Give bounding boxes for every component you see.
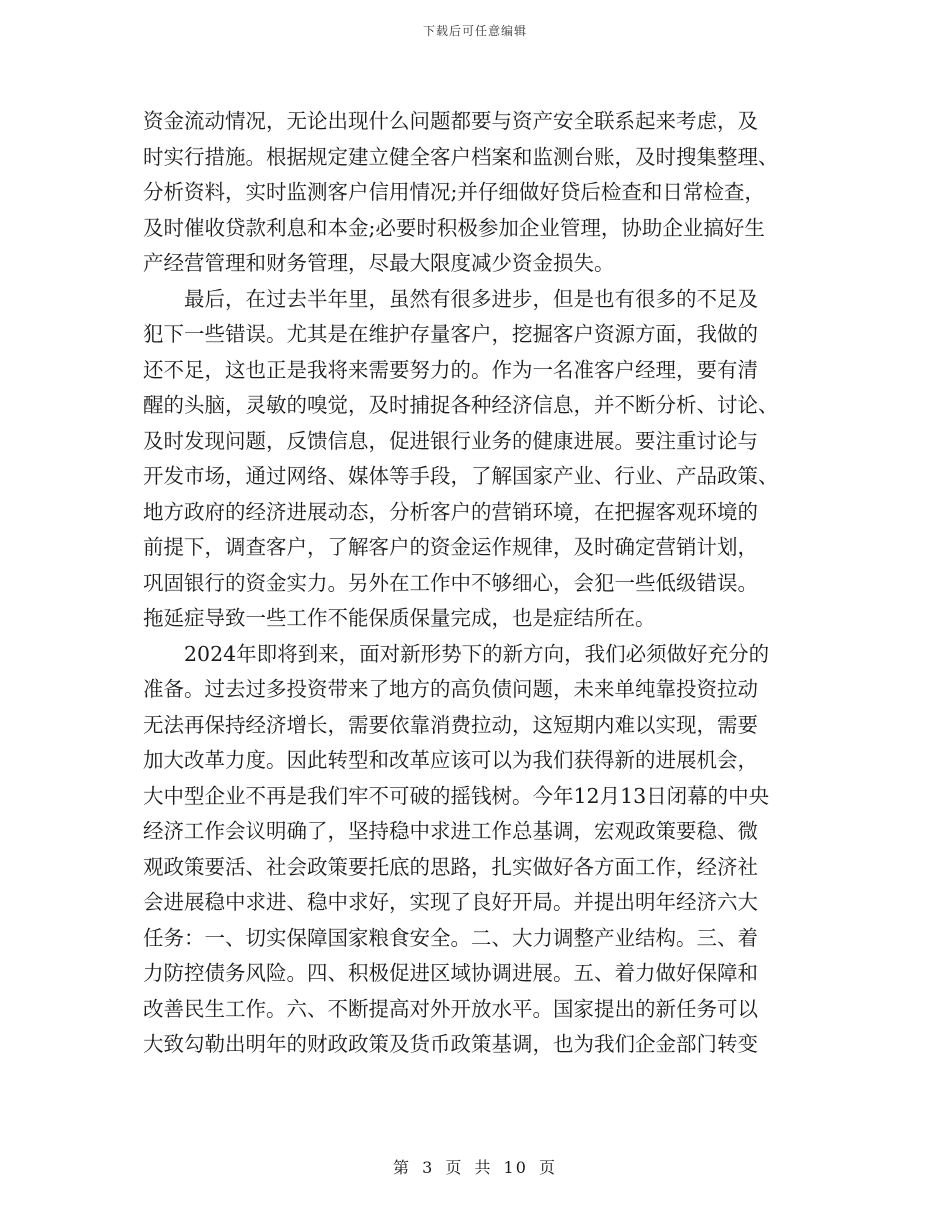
page-number-footer: 第 3 页 共 10 页 [393, 1158, 557, 1177]
paragraph-1 [143, 104, 815, 282]
paragraph-3 [143, 637, 815, 1063]
text-line: 产经营管理和财务管理，尽最大限度减少资金损失。 [143, 251, 615, 275]
text-line: 地方政府的经济进展动态，分析客户的营销环境，在把握客观环境的 [143, 499, 758, 524]
text-line: 加大改革力度。因此转型和改革应该可以为我们获得新的进展机会， [143, 748, 758, 772]
text-line: 经济工作会议明确了，坚持稳中求进工作总基调，宏观政策要稳、微 [143, 819, 758, 843]
text-line: 分析资料，实时监测客户信用情况;并仔细做好贷后检查和日常检查， [143, 180, 765, 204]
text-line: 准备。过去过多投资带来了地方的高负债问题，未来单纯靠投资拉动 [143, 677, 758, 701]
text-line: 前提下，调查客户，了解客户的资金运作规律，及时确定营销计划， [143, 535, 758, 559]
text-line: 醒的头脑，灵敏的嗅觉，及时捕捉各种经济信息，并不断分析、讨论、 [143, 393, 779, 417]
text-line: 改善民生工作。六、不断提高对外开放水平。国家提出的新任务可以 [143, 996, 758, 1021]
text-line: 及时催收贷款利息和本金;必要时积极参加企业管理，协助企业搞好生 [143, 215, 765, 240]
text-line: 时实行措施。根据规定建立健全客户档案和监测台账，及时搜集整理、 [143, 144, 779, 169]
text-line: 及时发现问题，反馈信息，促进银行业务的健康进展。要注重讨论与 [143, 428, 758, 453]
text-line: 最后，在过去半年里，虽然有很多进步，但是也有很多的不足及 [184, 286, 758, 311]
text-line: 开发市场，通过网络、媒体等手段，了解国家产业、行业、产品政策、 [143, 464, 779, 488]
text-line: 2024年即将到来，面对新形势下的新方向，我们必须做好充分的 [184, 641, 770, 666]
text-line: 任务：一、切实保障国家粮食安全。二、大力调整产业结构。三、着 [143, 925, 758, 950]
text-line: 大致勾勒出明年的财政政策及货币政策基调，也为我们企金部门转变 [143, 1032, 758, 1056]
paragraph-2 [143, 282, 815, 637]
text-line: 巩固银行的资金实力。另外在工作中不够细心，会犯一些低级错误。 [143, 570, 758, 595]
text-line: 资金流动情况，无论出现什么问题都要与资产安全联系起来考虑，及 [143, 109, 758, 133]
page-header: 下载后可任意编辑 [422, 24, 527, 38]
text-line: 无法再保持经济增长，需要依靠消费拉动，这短期内难以实现，需要 [143, 712, 758, 737]
document-body [143, 104, 815, 1063]
text-line: 观政策要活、社会政策要托底的思路，扎实做好各方面工作，经济社 [143, 854, 758, 879]
text-line: 会进展稳中求进、稳中求好，实现了良好开局。并提出明年经济六大 [143, 890, 758, 914]
text-line: 大中型企业不再是我们牢不可破的摇钱树。今年12月13日闭幕的中央 [143, 783, 770, 808]
text-line: 力防控债务风险。四、积极促进区域协调进展。五、着力做好保障和 [143, 961, 758, 985]
text-line: 犯下一些错误。尤其是在维护存量客户，挖掘客户资源方面，我做的 [143, 322, 758, 346]
text-line: 还不足，这也正是我将来需要努力的。作为一名准客户经理，要有清 [143, 357, 758, 382]
text-line: 拖延症导致一些工作不能保质保量完成，也是症结所在。 [143, 606, 656, 630]
